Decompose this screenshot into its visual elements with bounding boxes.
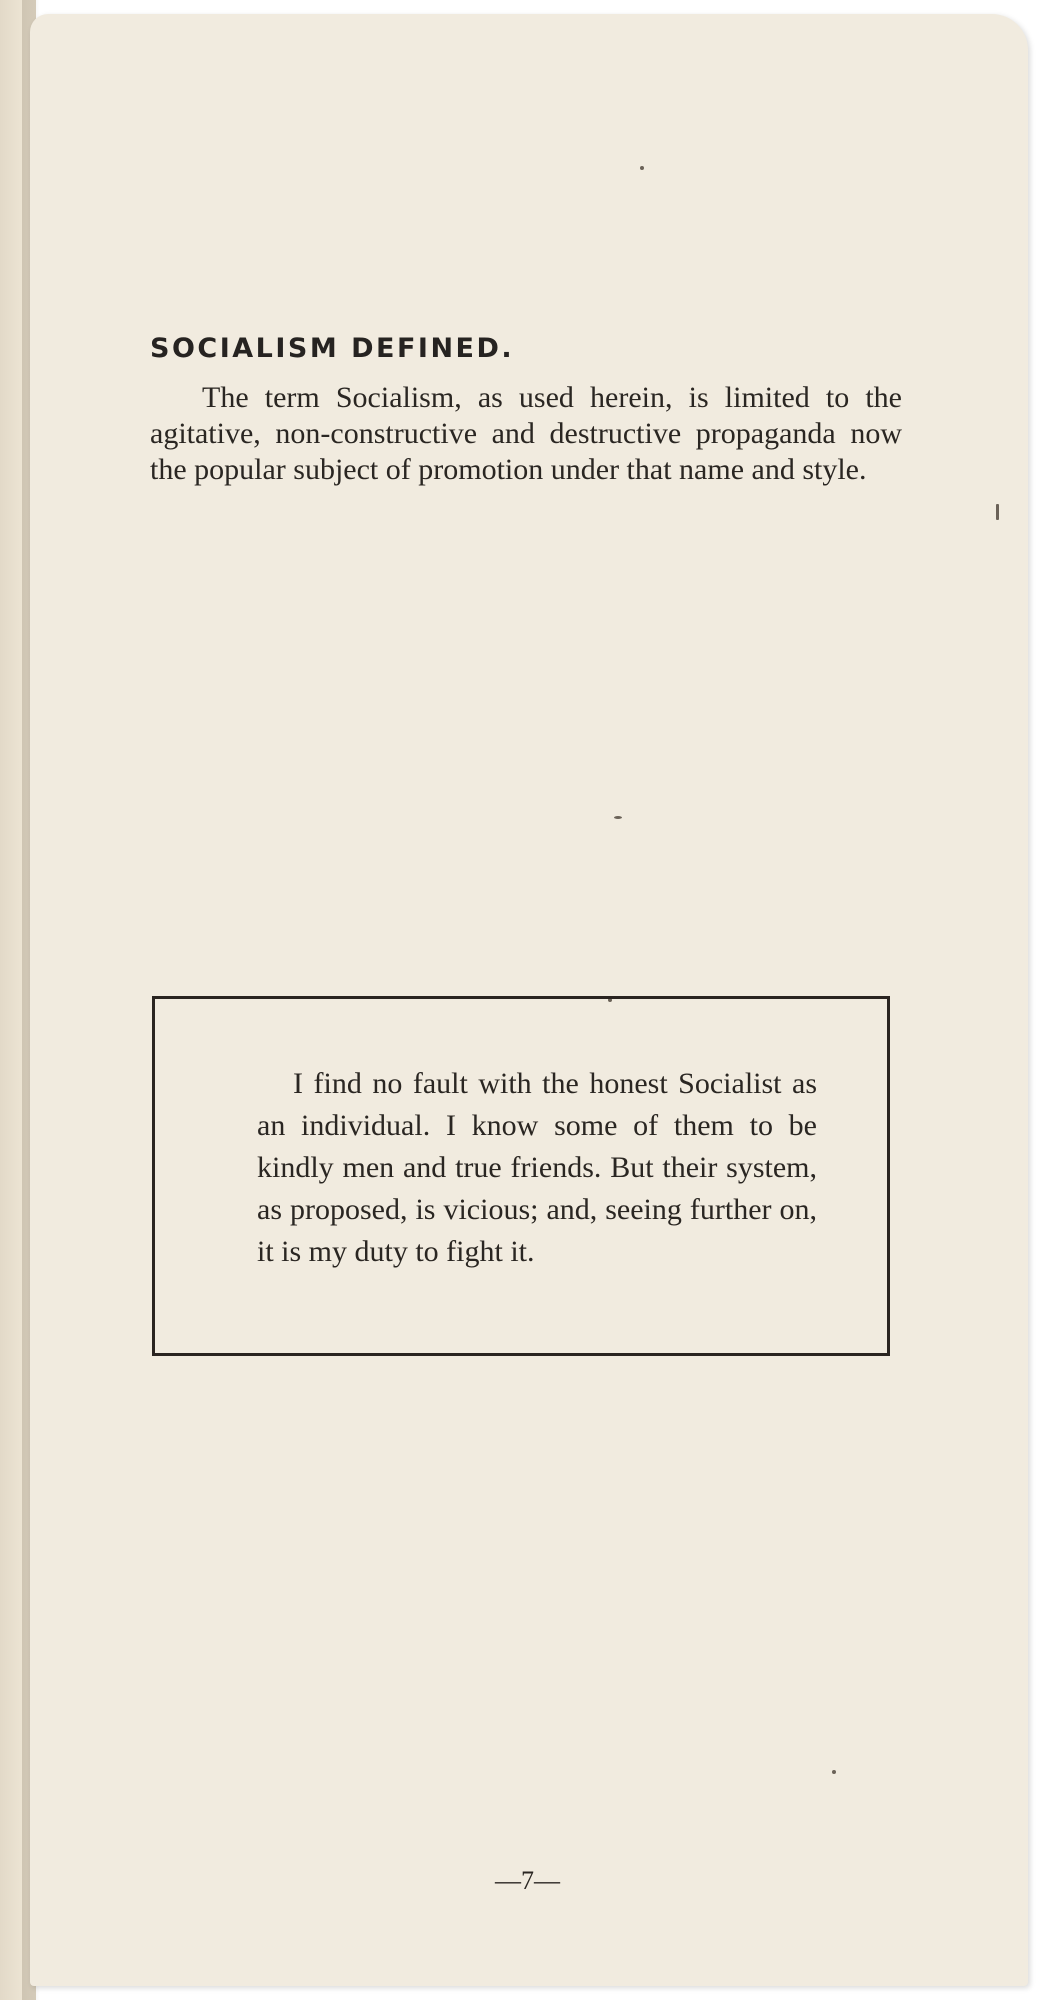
- paper-speck: [614, 816, 622, 819]
- definition-paragraph: The term Socialism, as used herein, is limited to the agitative, non-constructive and destructive propaganda now the popular subject of promotion under that name and style.: [150, 381, 902, 486]
- quote-box: [152, 996, 890, 1356]
- paper-speck: [996, 504, 999, 520]
- page-number: —7—: [495, 1866, 560, 1895]
- section-heading: SOCIALISM DEFINED.: [150, 333, 515, 364]
- paper-speck: [832, 1770, 836, 1774]
- quote-text: I find no fault with the honest Socialist as an individual. I know some of them to be kindly men and true friends. But their system, as proposed, is vicious; and, seeing further on, it is my duty to fight it.: [257, 1067, 817, 1268]
- paper-speck: [640, 166, 644, 170]
